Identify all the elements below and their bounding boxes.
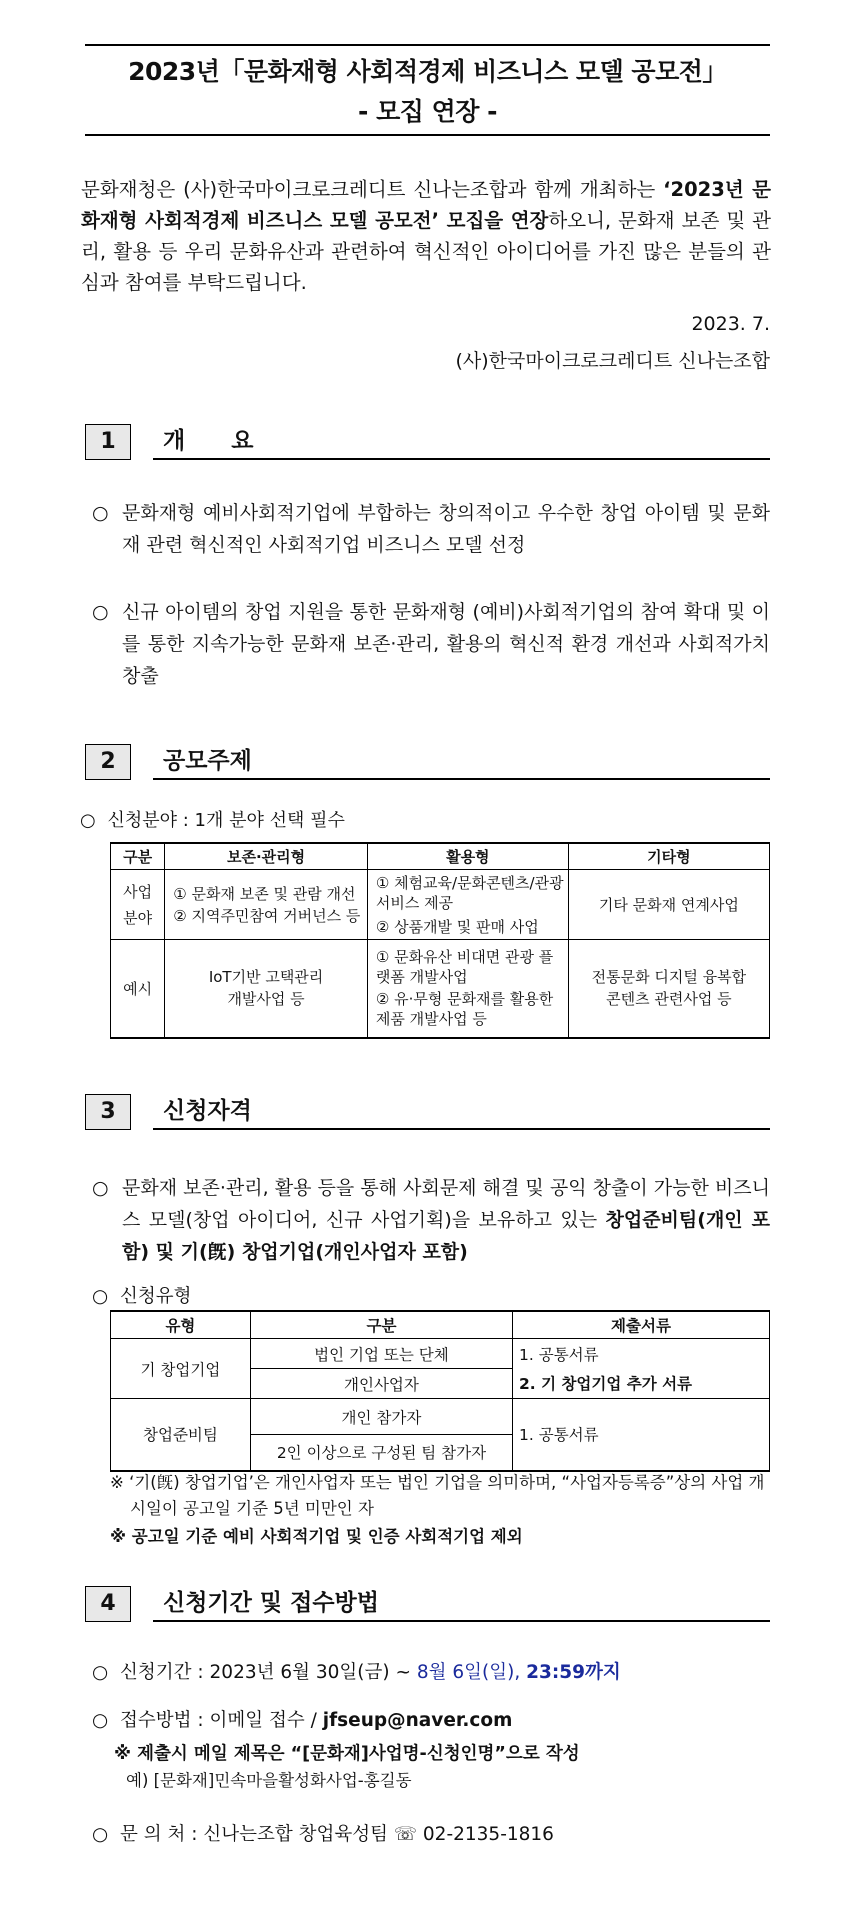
period-time: 23:59까지 xyxy=(526,1662,621,1683)
intro-text-1: 문화재청은 (사)한국마이크로크레디트 신나는조합과 함께 개최하는 xyxy=(81,178,664,201)
table-cell: IoT기반 고택관리 개발사업 등 xyxy=(165,940,368,1038)
table-header: 활용형 xyxy=(367,843,568,870)
circle-bullet-icon: ○ xyxy=(92,1710,109,1731)
circle-bullet-icon: ○ xyxy=(92,1824,109,1845)
section-title: 신청자격 xyxy=(153,1094,770,1130)
topic-table xyxy=(110,842,770,1039)
circle-bullet-icon: ○ xyxy=(92,1662,109,1683)
period-end: 8월 6일(일), xyxy=(416,1662,527,1683)
eligibility-note-1: ※ ‘기(旣) 창업기업’은 개인사업자 또는 법인 기업을 의미하며, “사업자등록증”상의 사업 개시일이 공고일 기준 5년 미만인 자 xyxy=(110,1473,765,1518)
application-type-table xyxy=(110,1310,770,1472)
circle-bullet-icon: ○ xyxy=(92,1286,109,1307)
section-number: 3 xyxy=(85,1094,131,1130)
table-cell xyxy=(165,870,368,940)
notice-org: (사)한국마이크로크레디트 신나는조합 xyxy=(455,350,770,372)
period-label: 신청기간 : 2023년 6월 30일(금) ~ xyxy=(120,1662,417,1683)
list-item: ② 유·무형 문화재를 활용한 제품 개발사업 등 xyxy=(375,990,554,1029)
application-period xyxy=(92,1658,621,1684)
notice-date: 2023. 7. xyxy=(691,313,770,335)
page-title: 2023년「문화재형 사회적경제 비즈니스 모델 공모전」 xyxy=(128,57,727,86)
eligibility-text-plain: 문화재 보존·관리, 활용 등을 통해 사회문제 해결 및 공익 창출이 가능한 비즈니스 모델(창업 아이디어, 신규 사업기획)을 보유하고 있는 xyxy=(122,1177,770,1231)
overview-text-2: 신규 아이템의 창업 지원을 통한 문화재형 (예비)사회적기업의 참여 확대 및 이를 통한 지속가능한 문화재 보존·관리, 활용의 혁신적 환경 개선과 사회적가치 창출 xyxy=(122,601,770,687)
section-4-header xyxy=(85,1586,770,1622)
intro-paragraph xyxy=(81,174,771,298)
intro-text-2: 하오니, 문화재 보존 및 관리, 활용 등 우리 문화유산과 관련하여 혁신적인 아이디어를 가진 많은 분들의 관심과 참여를 부탁드립니다. xyxy=(81,209,771,294)
page-subtitle: - 모집 연장 - xyxy=(358,97,497,126)
table-cell: 2인 이상으로 구성된 팀 참가자 xyxy=(250,1435,512,1471)
list-item: ① 문화재 보존 및 관람 개선 xyxy=(173,884,356,903)
table-header: 제출서류 xyxy=(513,1311,770,1339)
eligibility-bullet-1 xyxy=(92,1172,770,1270)
section-1-header xyxy=(85,424,770,460)
intro-text-bold: ‘2023년 문화재형 사회적경제 비즈니스 모델 공모전’ 모집을 연장 xyxy=(81,178,771,232)
table-cell: 1. 공통서류 xyxy=(513,1399,770,1471)
section-title: 신청기간 및 접수방법 xyxy=(153,1586,770,1622)
contact-info xyxy=(92,1820,554,1846)
table-cell: 기타 문화재 연계사업 xyxy=(568,870,769,940)
table-cell: 전통문화 디지털 융복합 콘텐츠 관련사업 등 xyxy=(568,940,769,1038)
circle-bullet-icon: ○ xyxy=(92,601,109,623)
overview-bullet-2 xyxy=(92,596,770,694)
table-cell: 예시 xyxy=(111,940,165,1038)
table-cell: 2. 기 창업기업 추가 서류 xyxy=(513,1369,770,1399)
application-type-label xyxy=(92,1282,192,1308)
topic-intro xyxy=(80,806,345,832)
section-3-header xyxy=(85,1094,770,1130)
topic-intro-text: 신청분야 : 1개 분야 선택 필수 xyxy=(107,810,345,831)
contact-text: 문 의 처 : 신나는조합 창업육성팀 ☏ 02-2135-1816 xyxy=(120,1824,554,1845)
table-header: 보존·관리형 xyxy=(165,843,368,870)
table-header: 구분 xyxy=(250,1311,512,1339)
section-number: 4 xyxy=(85,1586,131,1622)
mail-example: 예) [문화재]민속마을활성화사업-홍길동 xyxy=(126,1771,412,1790)
section-2-header xyxy=(85,744,770,780)
list-item: ② 지역주민참여 거버넌스 등 xyxy=(173,906,361,925)
table-cell xyxy=(367,940,568,1038)
table-cell: 1. 공통서류 xyxy=(513,1339,770,1369)
circle-bullet-icon: ○ xyxy=(80,810,96,831)
section-title: 개 요 xyxy=(153,424,770,460)
list-item: ① 문화유산 비대면 관광 플랫폼 개발사업 xyxy=(375,948,554,987)
email-link[interactable]: jfseup@naver.com xyxy=(322,1710,513,1731)
title-box xyxy=(85,44,770,136)
list-item: ① 체험교육/문화콘텐츠/관광 서비스 제공 xyxy=(375,873,564,912)
section-number: 1 xyxy=(85,424,131,460)
list-item: ② 상품개발 및 판매 사업 xyxy=(375,917,539,936)
table-cell xyxy=(367,870,568,940)
circle-bullet-icon: ○ xyxy=(92,1177,109,1199)
eligibility-text xyxy=(122,1172,770,1268)
section-title: 공모주제 xyxy=(153,744,770,780)
application-method xyxy=(92,1706,512,1732)
table-cell: 사업 분야 xyxy=(111,870,165,940)
table-header: 유형 xyxy=(111,1311,251,1339)
table-header: 구분 xyxy=(111,843,165,870)
table-header: 기타형 xyxy=(568,843,769,870)
table-cell: 창업준비팀 xyxy=(111,1399,251,1471)
eligibility-text-bold: 창업준비팀(개인 포함) 및 기(旣) 창업기업(개인사업자 포함) xyxy=(122,1209,770,1263)
overview-text-1: 문화재형 예비사회적기업에 부합하는 창의적이고 우수한 창업 아이템 및 문화재 관련 혁신적인 사회적기업 비즈니스 모델 선정 xyxy=(122,502,770,556)
table-cell: 개인 참가자 xyxy=(250,1399,512,1435)
table-cell: 기 창업기업 xyxy=(111,1339,251,1399)
table-cell: 개인사업자 xyxy=(250,1369,512,1399)
table-cell: 법인 기업 또는 단체 xyxy=(250,1339,512,1369)
overview-bullet-1 xyxy=(92,497,770,563)
mail-subject-note: ※ 제출시 메일 제목은 “[문화재]사업명-신청인명”으로 작성 xyxy=(114,1744,580,1764)
eligibility-note-2: ※ 공고일 기준 예비 사회적기업 및 인증 사회적기업 제외 xyxy=(110,1527,523,1546)
application-type-text: 신청유형 xyxy=(120,1286,192,1307)
section-number: 2 xyxy=(85,744,131,780)
method-label: 접수방법 : 이메일 접수 / xyxy=(120,1710,323,1731)
circle-bullet-icon: ○ xyxy=(92,502,109,524)
